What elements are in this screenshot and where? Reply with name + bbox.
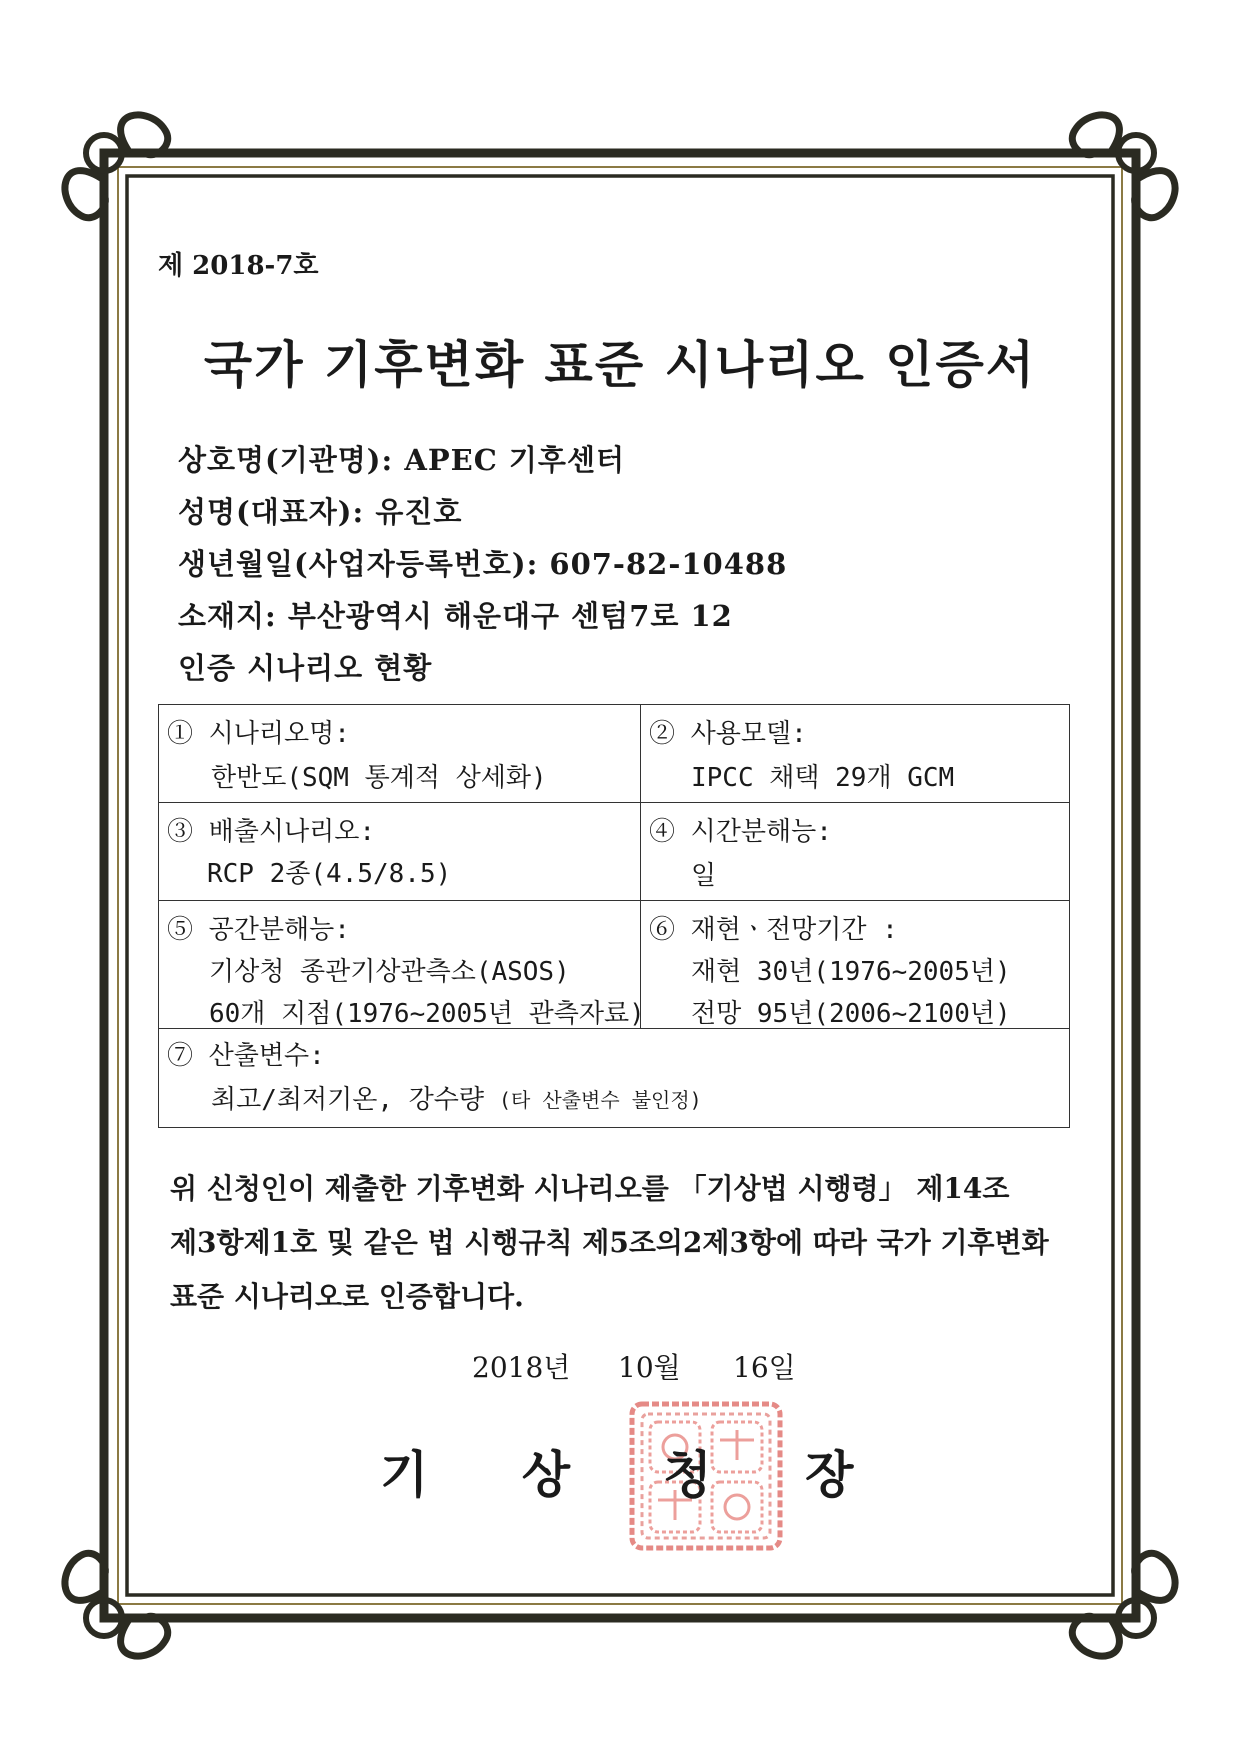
time-resolution-label: ④ 시간분해능: bbox=[649, 817, 832, 847]
table-cell bbox=[159, 705, 641, 802]
table-cell bbox=[641, 901, 1071, 1028]
issue-day: 16일 bbox=[733, 1351, 796, 1384]
statement-line-1: 위 신청인이 제출한 기후변화 시나리오를 「기상법 시행령」 제14조 bbox=[170, 1172, 1010, 1205]
table-cell bbox=[159, 803, 641, 900]
output-variables-value: 최고/최저기온, 강수량 bbox=[211, 1085, 485, 1115]
table-row bbox=[159, 1029, 1069, 1127]
table-cell bbox=[641, 705, 1071, 802]
period-value-2: 전망 95년(2006~2100년) bbox=[691, 999, 1011, 1029]
spatial-resolution-value-2: 60개 지점(1976~2005년 관측자료) bbox=[209, 999, 645, 1029]
certificate-title: 국가 기후변화 표준 시나리오 인증서 bbox=[203, 335, 1037, 394]
table-row bbox=[159, 901, 1069, 1029]
output-variables-note: (타 산출변수 불인정) bbox=[499, 1088, 702, 1112]
spatial-resolution-label: ⑤ 공간분해능: bbox=[167, 915, 350, 945]
company-name: 상호명(기관명): APEC 기후센터 bbox=[178, 443, 625, 477]
time-resolution-value: 일 bbox=[691, 861, 717, 891]
statement-line-2: 제3항제1호 및 같은 법 시행규칙 제5조의2제3항에 따라 국가 기후변화 bbox=[170, 1226, 1049, 1259]
emission-scenario-value: RCP 2종(4.5/8.5) bbox=[207, 859, 452, 889]
table-row bbox=[159, 705, 1069, 803]
emission-scenario-label: ③ 배출시나리오: bbox=[167, 817, 376, 847]
table-cell bbox=[159, 901, 645, 1029]
spatial-resolution-value-1: 기상청 종관기상관측소(ASOS) bbox=[209, 957, 570, 987]
model-value: IPCC 채택 29개 GCM bbox=[691, 763, 955, 793]
representative-name: 성명(대표자): 유진호 bbox=[178, 495, 463, 529]
scenario-name-label: ① 시나리오명: bbox=[167, 719, 350, 749]
table-cell bbox=[641, 803, 1071, 900]
output-variables-label: ⑦ 산출변수: bbox=[167, 1041, 325, 1071]
period-value-1: 재현 30년(1976~2005년) bbox=[691, 957, 1011, 987]
issue-year: 2018년 bbox=[472, 1351, 571, 1384]
status-heading: 인증 시나리오 현황 bbox=[178, 651, 433, 685]
certification-statement bbox=[170, 1162, 1090, 1324]
period-label: ⑥ 재현ㆍ전망기간 : bbox=[649, 915, 898, 945]
issue-month: 10월 bbox=[618, 1351, 681, 1384]
statement-line-3: 표준 시나리오로 인증합니다. bbox=[170, 1280, 524, 1313]
registration-number: 생년월일(사업자등록번호): 607-82-10488 bbox=[178, 547, 788, 581]
table-cell bbox=[159, 1029, 1069, 1127]
address: 소재지: 부산광역시 해운대구 센텀7로 12 bbox=[178, 599, 733, 633]
model-label: ② 사용모델: bbox=[649, 719, 807, 749]
scenario-name-value: 한반도(SQM 통계적 상세화) bbox=[211, 763, 547, 793]
issuer-name: 기 상 청 장 bbox=[380, 1445, 892, 1504]
certificate-number: 제 2018-7호 bbox=[158, 251, 319, 281]
scenario-table bbox=[158, 704, 1070, 1128]
table-row bbox=[159, 803, 1069, 901]
